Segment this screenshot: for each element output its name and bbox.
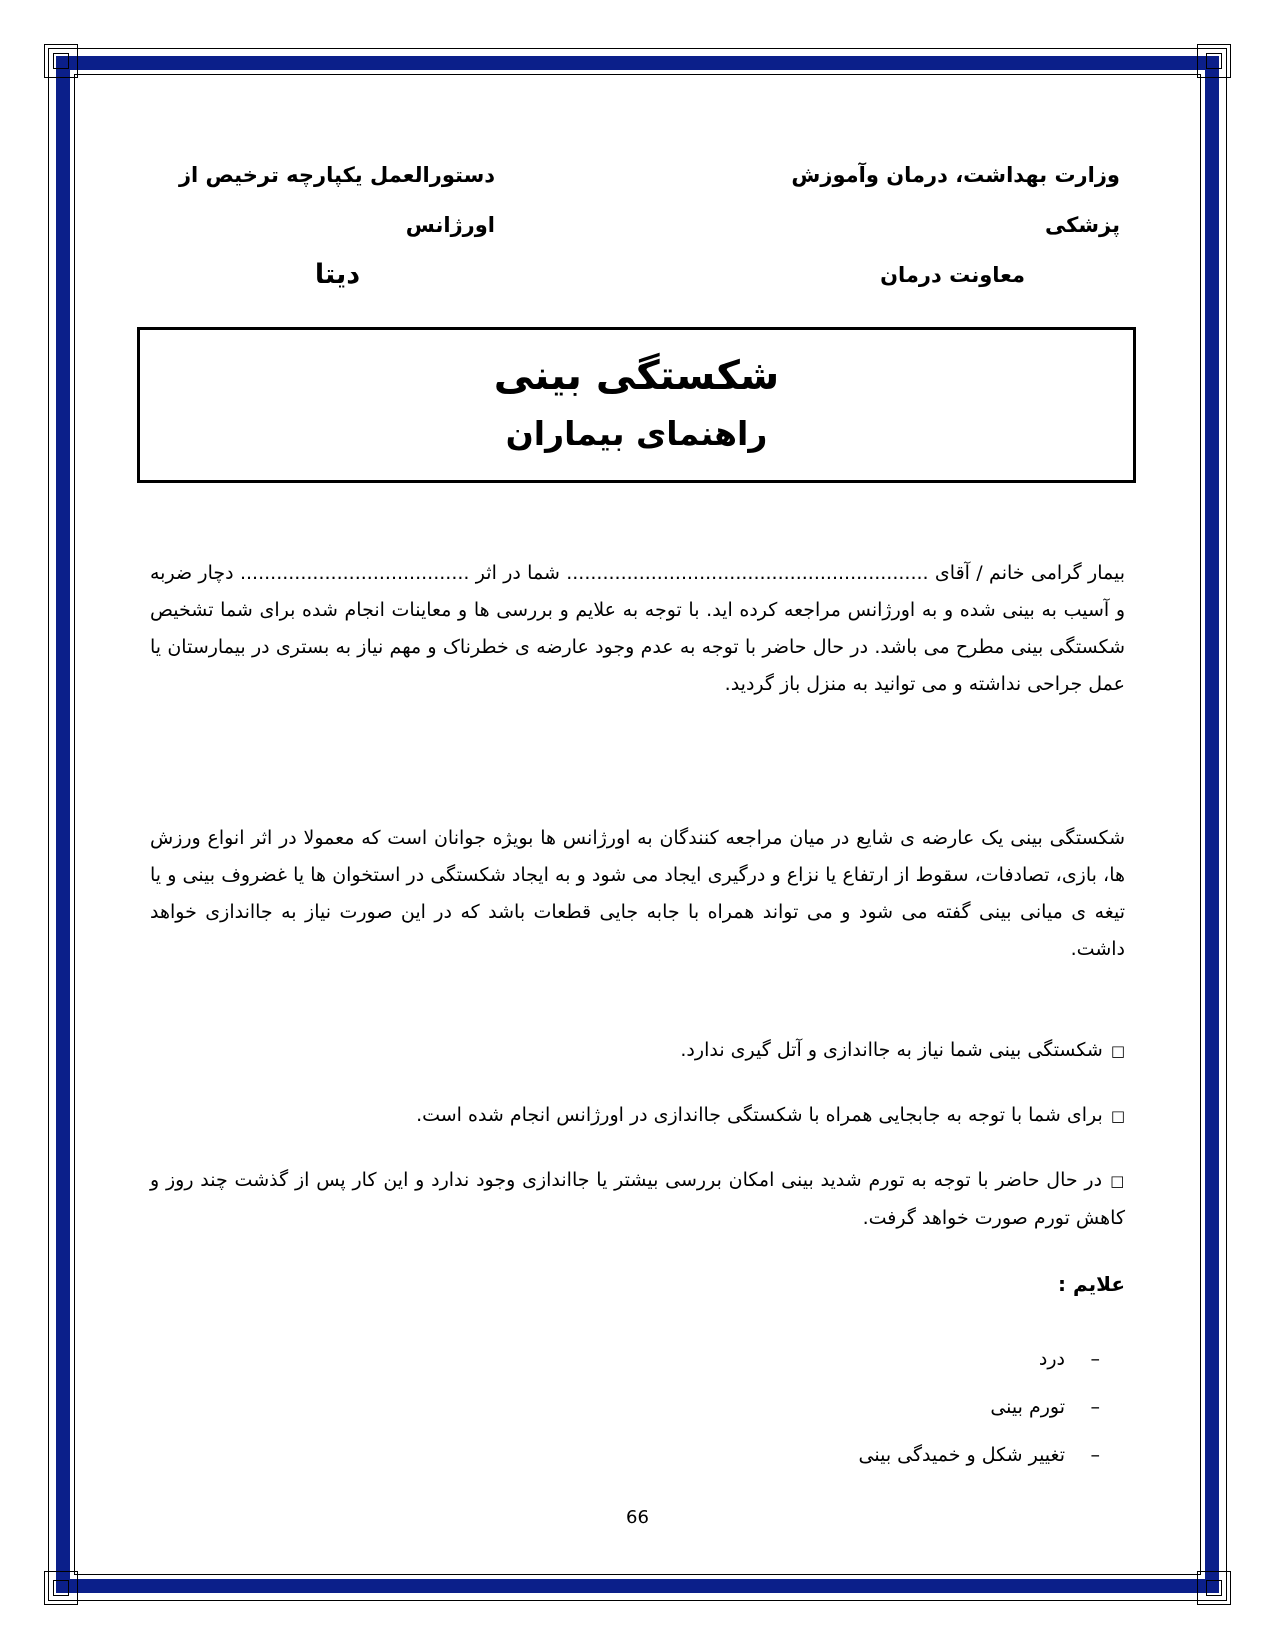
dash-bullet: – — [1090, 1444, 1100, 1466]
ministry-name: وزارت بهداشت، درمان وآموزش پزشکی — [791, 163, 1120, 237]
border-corner-ornament — [1197, 1571, 1231, 1605]
page-number: 66 — [626, 1507, 649, 1528]
symptom-text: درد — [1038, 1348, 1065, 1370]
border-corner-ornament — [1197, 44, 1231, 78]
option-reduction-delayed — [150, 1162, 1125, 1237]
intro-paragraph: بیمار گرامی خانم / آقای ............................................................ شما در اثر ...................................... دچار ضربه و آسیب به بینی شده و به اورژانس مراجعه کرده اید. با توجه به علایم و بررسی ها و معاینات انجام شده برای شما تشخیص شکستگی بینی مطرح می باشد. در حال حاضر با توجه به عدم وجود عارضه ی خطرناک و مهم نیاز به بستری در بیمارستان یا عمل جراحی نداشته و می توانید به منزل باز گردید. — [150, 562, 1125, 695]
border-corner-ornament — [44, 44, 78, 78]
list-item — [150, 1335, 1125, 1383]
checkbox-icon: □ — [1110, 1172, 1125, 1190]
symptom-text: تورم بینی — [990, 1396, 1065, 1418]
page-subtitle: راهنمای بیماران — [505, 414, 768, 453]
dash-bullet: – — [1090, 1348, 1100, 1370]
protocol-title: دستورالعمل یکپارچه ترخیص از اورژانس — [178, 163, 495, 237]
symptoms-heading: علایم : — [1057, 1272, 1125, 1296]
checkbox-icon: □ — [1110, 1107, 1125, 1125]
symptoms-list — [150, 1335, 1125, 1479]
checkbox-icon: □ — [1110, 1042, 1125, 1060]
option-reduction-done — [150, 1097, 1125, 1135]
list-item — [150, 1431, 1125, 1479]
option-no-reduction — [150, 1032, 1125, 1070]
protocol-header — [150, 150, 495, 300]
option-text: شکستگی بینی شما نیاز به جااندازی و آتل گیری ندارد. — [680, 1039, 1103, 1061]
border-corner-ornament — [44, 1571, 78, 1605]
protocol-brand: دیتا — [314, 259, 361, 290]
symptom-text: تغییر شکل و خمیدگی بینی — [858, 1444, 1065, 1466]
option-text: برای شما با توجه به جابجایی همراه با شکستگی جااندازی در اورژانس انجام شده است. — [416, 1104, 1103, 1126]
dash-bullet: – — [1090, 1396, 1100, 1418]
list-item — [150, 1383, 1125, 1431]
page-title: شکستگی بینی — [493, 353, 780, 399]
deputy-name: معاونت درمان — [880, 263, 1025, 287]
description-paragraph: شکستگی بینی یک عارضه ی شایع در میان مراجعه کنندگان به اورژانس ها بویژه جوانان است که معمولا در اثر انواع ورزش ها، بازی، تصادفات، سقوط از ارتفاع یا نزاع و درگیری ایجاد می شود و به ایجاد شکستگی در استخوان ها یا غضروف بینی و یا تیغه ی میانی بینی گفته می شود و می تواند همراه با جابه جایی قطعات باشد که در این صورت نیاز به جااندازی خواهد داشت. — [150, 827, 1125, 960]
option-text: در حال حاضر با توجه به تورم شدید بینی امکان بررسی بیشتر یا جااندازی وجود ندارد و این کار پس از گذشت چند روز و کاهش تورم صورت خواهد گرفت. — [150, 1169, 1125, 1229]
title-box — [137, 327, 1136, 483]
ministry-header — [790, 150, 1120, 300]
